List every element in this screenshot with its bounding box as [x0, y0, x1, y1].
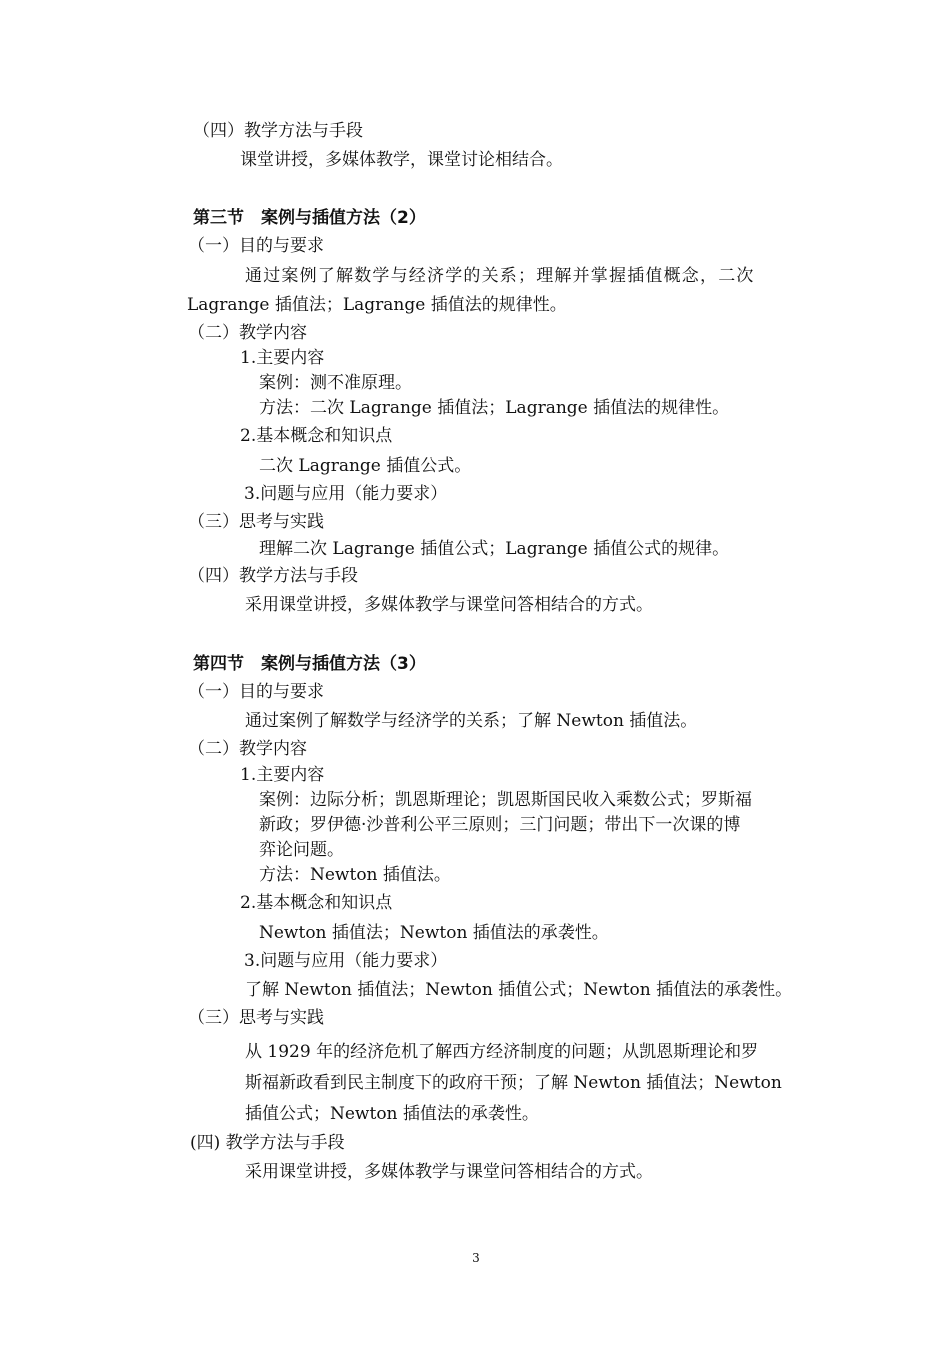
s4-main-heading: 1.主要内容 — [240, 765, 325, 785]
section-3-title: 第三节 案例与插值方法（2） — [193, 208, 426, 228]
s4-practice-line: 斯福新政看到民主制度下的政府干预；了解 Newton 插值法；Newton — [245, 1073, 782, 1093]
s3-practice-text: 理解二次 Lagrange 插值公式；Lagrange 插值公式的规律。 — [259, 539, 730, 559]
s4-content-heading: （二）教学内容 — [188, 739, 307, 759]
s3-goal-heading: （一）目的与要求 — [188, 236, 324, 256]
s3-goal-line: Lagrange 插值法；Lagrange 插值法的规律性。 — [187, 295, 567, 315]
method-text: 课堂讲授，多媒体教学，课堂讨论相结合。 — [240, 150, 563, 170]
s3-concepts-heading: 2.基本概念和知识点 — [240, 426, 393, 446]
s3-method-text: 方法：二次 Lagrange 插值法；Lagrange 插值法的规律性。 — [259, 398, 730, 418]
s4-practice-heading: （三）思考与实践 — [188, 1008, 324, 1028]
s4-teaching-heading: (四) 教学方法与手段 — [190, 1133, 345, 1153]
s4-goal-text: 通过案例了解数学与经济学的关系；了解 Newton 插值法。 — [245, 711, 698, 731]
s3-teaching-text: 采用课堂讲授，多媒体教学与课堂问答相结合的方式。 — [245, 595, 653, 615]
s3-goal-line: 通过案例了解数学与经济学的关系；理解并掌握插值概念，二次 — [245, 266, 755, 286]
s4-application-heading: 3.问题与应用（能力要求） — [244, 951, 448, 971]
page-number: 3 — [472, 1251, 480, 1265]
s4-goal-heading: （一）目的与要求 — [188, 682, 324, 702]
s4-case-line: 弈论问题。 — [259, 840, 344, 860]
s3-concepts-text: 二次 Lagrange 插值公式。 — [259, 456, 472, 476]
s4-practice-line: 插值公式；Newton 插值法的承袭性。 — [245, 1104, 539, 1124]
s4-concepts-heading: 2.基本概念和知识点 — [240, 893, 393, 913]
s3-teaching-heading: （四）教学方法与手段 — [188, 566, 358, 586]
s4-application-text: 了解 Newton 插值法；Newton 插值公式；Newton 插值法的承袭性。 — [245, 980, 793, 1000]
section-4-title: 第四节 案例与插值方法（3） — [193, 654, 426, 674]
s4-case-line: 新政；罗伊德·沙普利公平三原则；三门问题；带出下一次课的博 — [259, 815, 741, 835]
s4-practice-line: 从 1929 年的经济危机了解西方经济制度的问题；从凯恩斯理论和罗 — [245, 1042, 759, 1062]
s3-content-heading: （二）教学内容 — [188, 323, 307, 343]
s3-practice-heading: （三）思考与实践 — [188, 512, 324, 532]
s4-case-line: 案例：边际分析；凯恩斯理论；凯恩斯国民收入乘数公式；罗斯福 — [259, 790, 752, 810]
s4-teaching-text: 采用课堂讲授，多媒体教学与课堂问答相结合的方式。 — [245, 1162, 653, 1182]
s3-case-text: 案例：测不准原理。 — [259, 373, 412, 393]
method-heading: （四）教学方法与手段 — [193, 121, 363, 141]
s4-concepts-text: Newton 插值法；Newton 插值法的承袭性。 — [259, 923, 609, 943]
s3-application-heading: 3.问题与应用（能力要求） — [244, 484, 448, 504]
s4-method-text: 方法：Newton 插值法。 — [259, 865, 451, 885]
s3-main-heading: 1.主要内容 — [240, 348, 325, 368]
